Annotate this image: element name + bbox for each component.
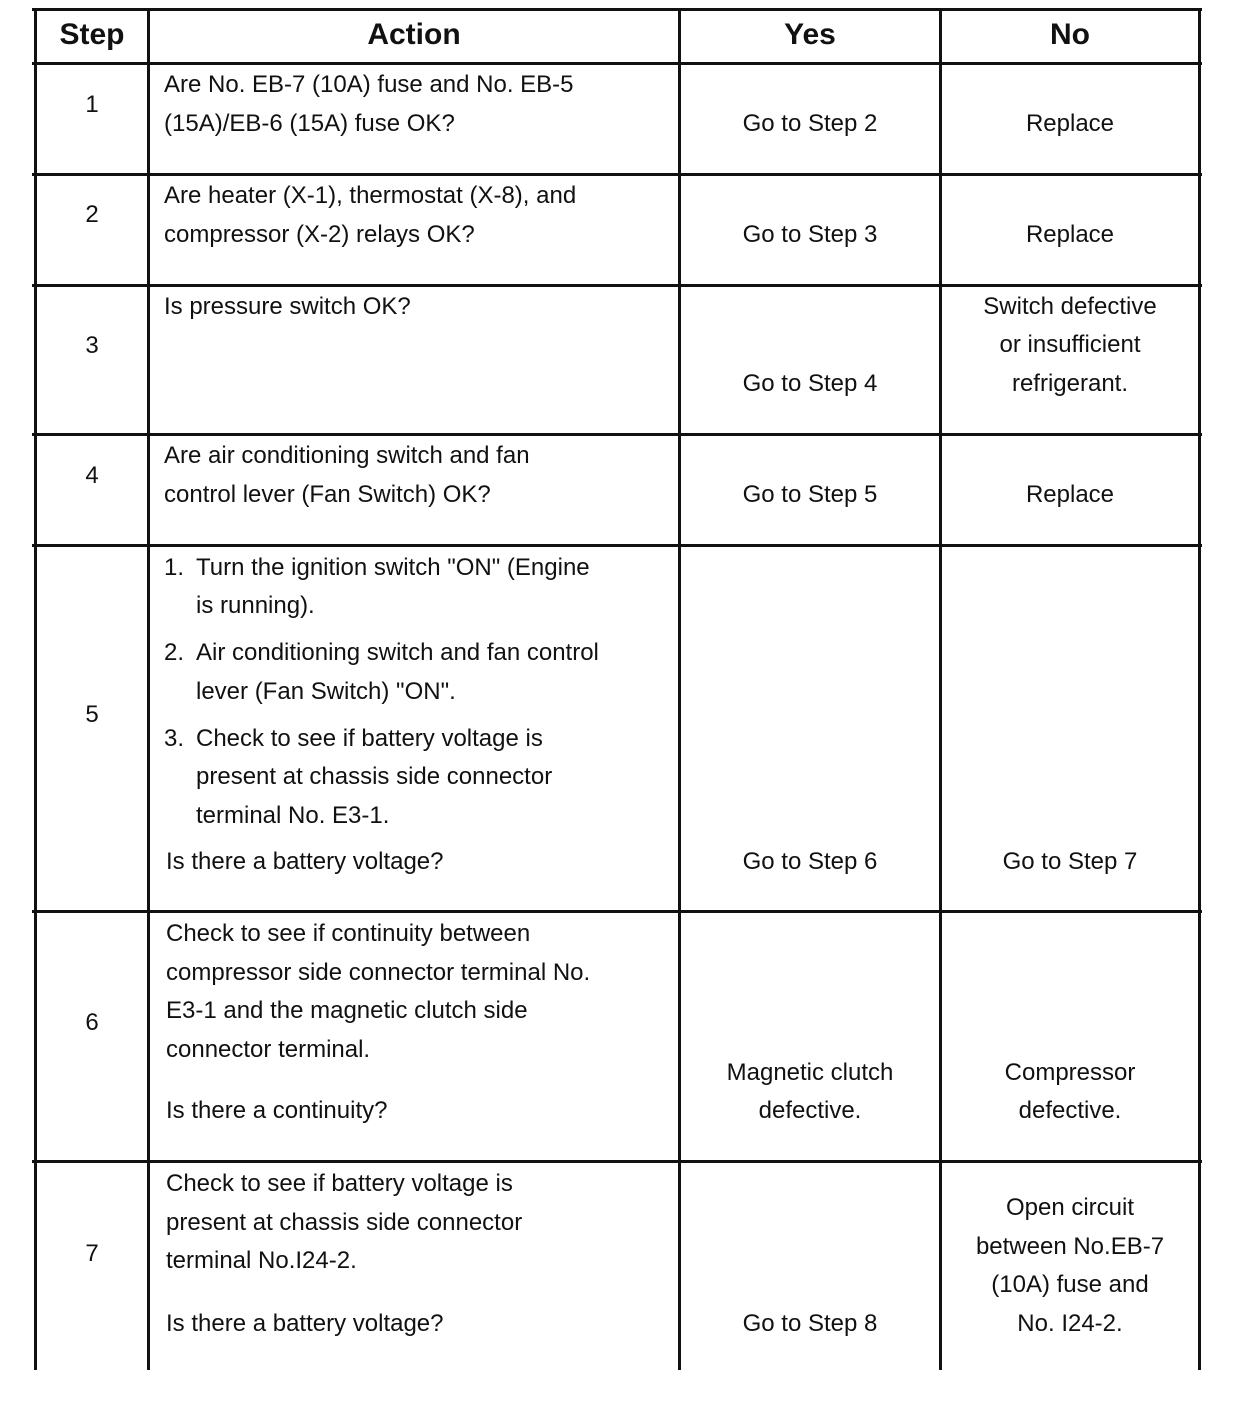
action-item-number: 3.: [164, 725, 185, 752]
yes-result: Go to Step 2: [742, 110, 878, 137]
no-result: Replace: [1025, 221, 1115, 248]
step-number: 6: [85, 1009, 99, 1036]
action-text: connector terminal.: [166, 1036, 371, 1063]
action-text: Check to see if continuity between: [166, 920, 531, 947]
yes-result: Go to Step 4: [742, 370, 878, 397]
action-question: Is there a battery voltage?: [166, 848, 444, 875]
no-result: Replace: [1025, 481, 1115, 508]
header-no: No: [1050, 18, 1090, 51]
step-number: 3: [85, 332, 99, 359]
no-result: Compressor: [1004, 1059, 1136, 1086]
action-text: compressor side connector terminal No.: [166, 959, 591, 986]
yes-result: Go to Step 6: [742, 848, 878, 875]
table-rule: [32, 910, 1202, 913]
action-text: (15A)/EB-6 (15A) fuse OK?: [164, 110, 455, 137]
action-text: lever (Fan Switch) "ON".: [196, 678, 456, 705]
header-action: Action: [367, 18, 461, 51]
table-rule: [32, 544, 1202, 547]
no-result: defective.: [1018, 1097, 1122, 1124]
header-yes: Yes: [784, 18, 836, 51]
action-item-number: 2.: [164, 639, 185, 666]
no-result: or insufficient: [999, 331, 1141, 358]
action-text: terminal No.I24-2.: [166, 1247, 357, 1274]
action-text: Are No. EB-7 (10A) fuse and No. EB-5: [164, 71, 574, 98]
action-text: control lever (Fan Switch) OK?: [164, 481, 491, 508]
step-number: 1: [85, 91, 99, 118]
table-rule: [32, 1160, 1202, 1163]
step-number: 4: [85, 462, 99, 489]
step-number: 5: [85, 701, 99, 728]
no-result: between No.EB-7: [975, 1233, 1165, 1260]
action-text: Air conditioning switch and fan control: [196, 639, 599, 666]
action-text: Are heater (X-1), thermostat (X-8), and: [164, 182, 577, 209]
no-result: refrigerant.: [1011, 370, 1129, 397]
yes-result: Go to Step 5: [742, 481, 878, 508]
no-result: (10A) fuse and: [991, 1271, 1149, 1298]
action-question: Is there a continuity?: [166, 1097, 388, 1124]
header-step: Step: [59, 18, 125, 51]
table-rule: [32, 284, 1202, 287]
table-rule: [32, 433, 1202, 436]
no-result: Open circuit: [1005, 1194, 1135, 1221]
no-result: No. I24-2.: [1017, 1310, 1123, 1337]
action-text: compressor (X-2) relays OK?: [164, 221, 475, 248]
action-text: E3-1 and the magnetic clutch side: [166, 997, 528, 1024]
table-rule: [32, 62, 1202, 65]
yes-result: Go to Step 3: [742, 221, 878, 248]
action-text: is running).: [196, 592, 315, 619]
step-number: 7: [85, 1240, 99, 1267]
action-text: Are air conditioning switch and fan: [164, 442, 530, 469]
table-rule: [1198, 8, 1201, 1370]
table-rule: [32, 8, 1202, 11]
yes-result: Go to Step 8: [742, 1310, 878, 1337]
action-text: terminal No. E3-1.: [196, 802, 390, 829]
no-result: Replace: [1025, 110, 1115, 137]
action-text: present at chassis side connector: [196, 763, 553, 790]
yes-result: defective.: [758, 1097, 862, 1124]
action-text: present at chassis side connector: [166, 1209, 523, 1236]
action-text: Turn the ignition switch "ON" (Engine: [196, 554, 590, 581]
action-text: Check to see if battery voltage is: [166, 1170, 513, 1197]
table-rule: [939, 8, 942, 1370]
action-text: Is pressure switch OK?: [164, 293, 411, 320]
action-text: Check to see if battery voltage is: [196, 725, 543, 752]
action-question: Is there a battery voltage?: [166, 1310, 444, 1337]
table-rule: [147, 8, 150, 1370]
table-rule: [678, 8, 681, 1370]
action-item-number: 1.: [164, 554, 185, 581]
no-result: Go to Step 7: [1002, 848, 1138, 875]
no-result: Switch defective: [983, 293, 1157, 320]
step-number: 2: [85, 201, 99, 228]
table-rule: [32, 173, 1202, 176]
yes-result: Magnetic clutch: [726, 1059, 894, 1086]
